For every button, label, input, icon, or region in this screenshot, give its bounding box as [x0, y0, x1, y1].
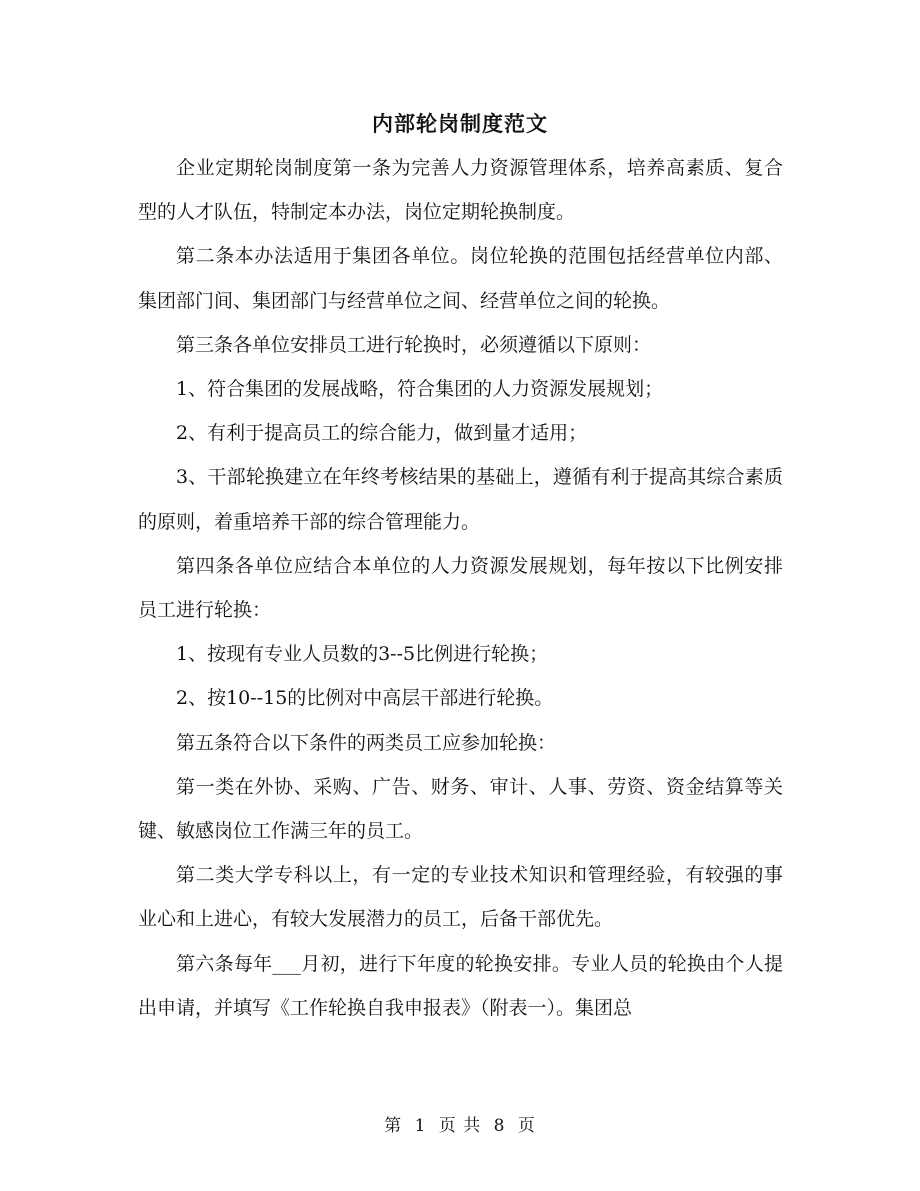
page-footer [0, 1111, 920, 1136]
paragraph-10: 第五条符合以下条件的两类员工应参加轮换： [176, 731, 557, 754]
paragraph-3: 第三条各单位安排员工进行轮换时，必须遵循以下原则： [176, 333, 652, 356]
paragraph-2: 第二条本办法适用于集团各单位。岗位轮换的范围包括经营单位内部、集团部门间、集团部门与经营单位之间、经营单位之间的轮换。 [138, 245, 783, 312]
paragraph-8: 1、按现有专业人员数的3--5比例进行轮换； [176, 643, 549, 666]
footer-page-total: 8 [493, 1116, 506, 1136]
document-title: 内部轮岗制度范文 [372, 111, 548, 136]
footer-suffix: 页 [517, 1116, 536, 1136]
paragraph-6: 3、干部轮换建立在年终考核结果的基础上，遵循有利于提高其综合素质的原则，着重培养干部的综合管理能力。 [138, 466, 783, 533]
document-body [138, 146, 783, 1030]
footer-page-number: 1 [414, 1116, 427, 1136]
paragraph-12: 第二类大学专科以上，有一定的专业技术知识和管理经验，有较强的事业心和上进心，有较大发展潜力的员工，后备干部优先。 [138, 864, 783, 931]
paragraph-4: 1、符合集团的发展战略，符合集团的人力资源发展规划； [176, 378, 664, 401]
paragraph-1: 企业定期轮岗制度第一条为完善人力资源管理体系，培养高素质、复合型的人才队伍，特制定本办法，岗位定期轮换制度。 [138, 157, 783, 224]
paragraph-9: 2、按10--15的比例对中高层干部进行轮换。 [176, 687, 554, 710]
footer-middle: 页 共 [438, 1116, 482, 1136]
paragraph-5: 2、有利于提高员工的综合能力，做到量才适用； [176, 422, 588, 445]
paragraph-7: 第四条各单位应结合本单位的人力资源发展规划，每年按以下比例安排员工进行轮换： [138, 554, 783, 622]
paragraph-13: 第六条每年___月初，进行下年度的轮换安排。专业人员的轮换由个人提出申请，并填写《工作轮换自我申报表》（附表一）。集团总 [138, 952, 783, 1019]
paragraph-11: 第一类在外协、采购、广告、财务、审计、人事、劳资、资金结算等关键、敏感岗位工作满三年的员工。 [138, 775, 783, 843]
footer-prefix: 第 [384, 1116, 403, 1136]
